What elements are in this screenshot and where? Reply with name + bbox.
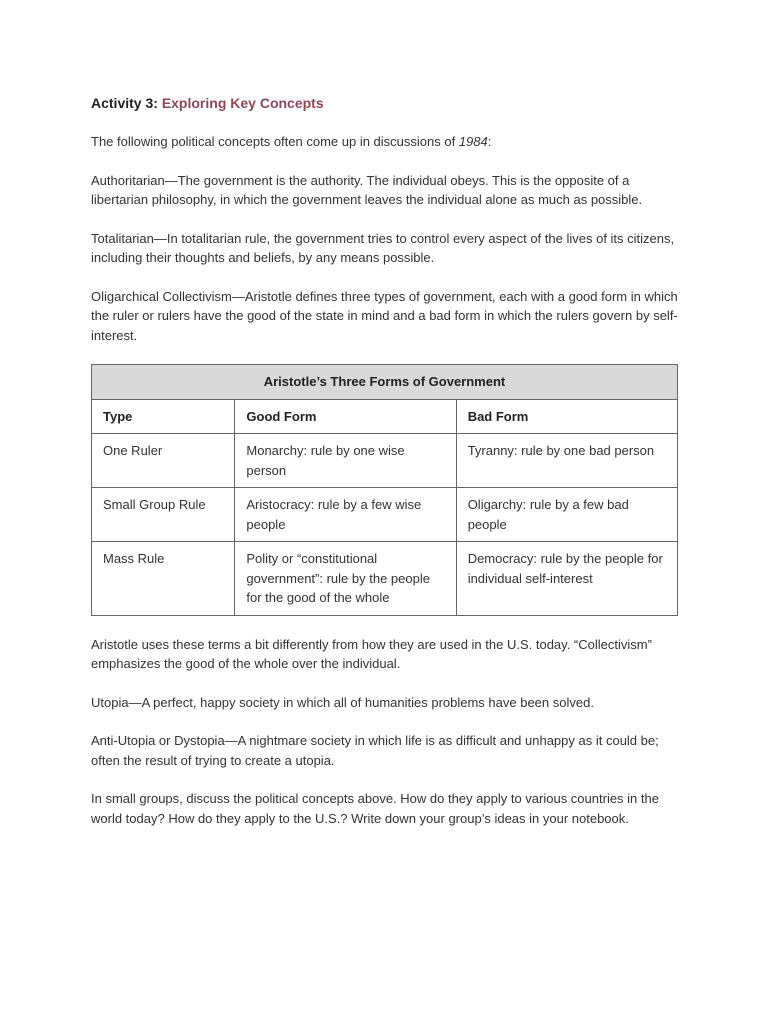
- table-caption-row: [92, 365, 678, 400]
- intro-paragraph: [91, 132, 681, 152]
- table-cell-type: Mass Rule: [92, 542, 235, 616]
- table-cell-bad-form: Democracy: rule by the people for individual self-interest: [456, 542, 677, 616]
- forms-of-government-table: [91, 364, 678, 616]
- table-cell-good-form: Monarchy: rule by one wise person: [235, 434, 456, 488]
- intro-text: The following political concepts often come up in discussions of: [91, 134, 459, 149]
- table-row: [92, 488, 678, 542]
- activity-title: Exploring Key Concepts: [161, 95, 324, 111]
- table-row: [92, 542, 678, 616]
- discussion-instructions: In small groups, discuss the political concepts above. How do they apply to various countries in the world today? How do they apply to the U.S.? Write down your group’s ideas in your notebook.: [91, 791, 659, 826]
- activity-prefix: Activity 3:: [91, 95, 158, 111]
- table-cell-bad-form: Tyranny: rule by one bad person: [456, 434, 677, 488]
- intro-suffix: :: [487, 134, 492, 149]
- table-row: [92, 434, 678, 488]
- table-cell-type: One Ruler: [92, 434, 235, 488]
- table-cell-good-form: Aristocracy: rule by a few wise people: [235, 488, 456, 542]
- column-header-bad-form: Bad Form: [456, 399, 677, 434]
- oligarchical-collectivism-definition: Oligarchical Collectivism—Aristotle defines three types of government, each with a good form in which the ruler or rulers have the good of the state in mind and a bad form in which the rulers govern by self-interest.: [91, 288, 678, 343]
- document-page: [91, 94, 681, 847]
- table-cell-bad-form: Oligarchy: rule by a few bad people: [456, 488, 677, 542]
- totalitarian-definition: Totalitarian—In totalitarian rule, the government tries to control every aspect of the lives of its citizens, including their thoughts and beliefs, by any means possible.: [91, 230, 675, 265]
- book-title: 1984: [458, 134, 488, 149]
- authoritarian-definition: Authoritarian—The government is the authority. The individual obeys. This is the opposite of a libertarian philosophy, in which the government leaves the individual alone as much as possible.: [91, 172, 643, 207]
- table-cell-type: Small Group Rule: [92, 488, 235, 542]
- table-cell-good-form: Polity or “constitutional government”: rule by the people for the good of the whole: [235, 542, 456, 616]
- column-header-good-form: Good Form: [235, 399, 456, 434]
- utopia-definition: Utopia—A perfect, happy society in which all of humanities problems have been solved.: [91, 694, 594, 710]
- aristotle-usage-note: Aristotle uses these terms a bit differently from how they are used in the U.S. today. “Collectivism” emphasizes the good of the whole over the individual.: [91, 636, 652, 671]
- activity-heading: [91, 94, 681, 112]
- dystopia-definition: Anti-Utopia or Dystopia—A nightmare society in which life is as difficult and unhappy as it could be; often the result of trying to create a utopia.: [91, 733, 659, 768]
- table-caption: Aristotle’s Three Forms of Government: [92, 365, 678, 400]
- column-header-type: Type: [92, 399, 235, 434]
- table-header-row: [92, 399, 678, 434]
